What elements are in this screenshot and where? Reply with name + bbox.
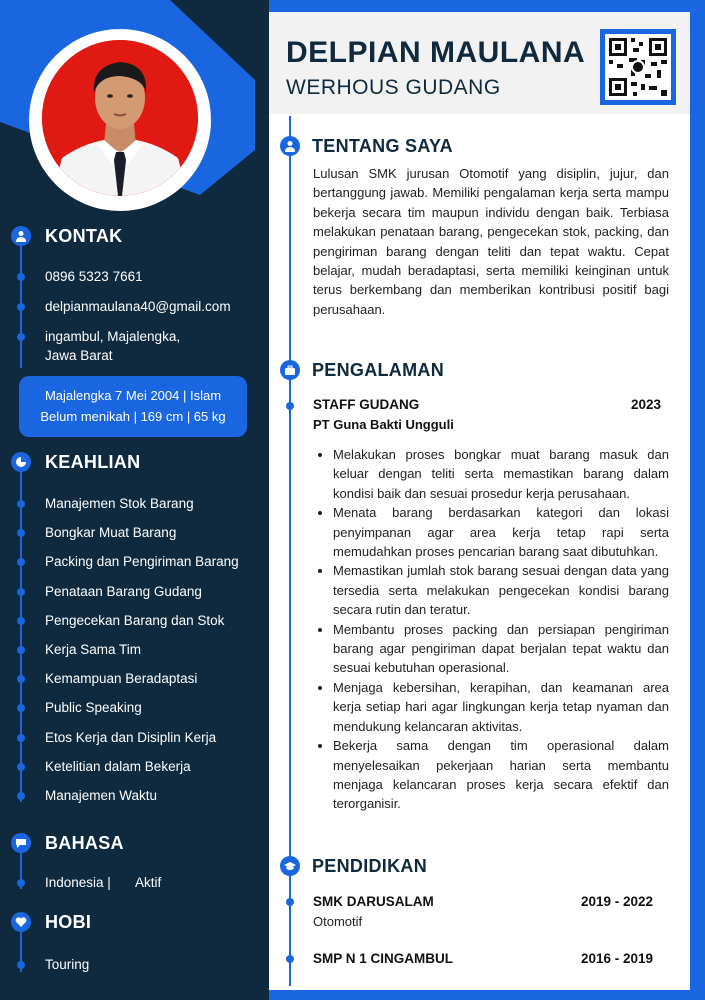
contact-dot — [17, 333, 25, 341]
skill-dot — [17, 500, 25, 508]
contact-address-line1: ingambul, Majalengka, — [45, 329, 181, 344]
experience-year: 2023 — [631, 397, 662, 412]
education-cap-icon — [280, 856, 300, 876]
language-level: Aktif — [135, 875, 162, 890]
duty-item: • Menjaga kebersihan, kerapihan, dan keamanan area kerja setiap hari agar lingkungan kerja tetap nyaman dan mendukung kelancaran aktivitas. — [333, 678, 669, 736]
experience-duties-list — [313, 445, 669, 814]
contact-dot — [17, 273, 25, 281]
skill-item: Pengecekan Barang dan Stok — [45, 612, 225, 628]
about-text: Lulusan SMK jurusan Otomotif yang disiplin, jujur, dan bertanggung jawab. Memiliki pengalaman kerja serta mampu bekerja secara tim maupun individu dengan baik. Terbiasa melakukan penataan barang, pengecekan stok, packing, dan pengiriman barang dengan teliti dan tepat waktu. Cepat belajar, mudah beradaptasi, serta memiliki keinginan untuk terus berkembang dan memberikan kontribusi positif bagi perusahaan. — [313, 166, 669, 317]
skill-item: Etos Kerja dan Disiplin Kerja — [45, 729, 217, 745]
duty-item: • Membantu proses packing dan persiapan pengiriman barang agar pengiriman dapat berjalan tepat waktu dan sesuai kebutuhan operasional. — [333, 620, 669, 678]
skills-title: KEAHLIAN — [45, 452, 141, 472]
education-school: SMK DARUSALAM — [313, 894, 434, 909]
contact-person-icon — [11, 226, 31, 246]
profile-photo — [42, 40, 198, 196]
skills-pie-icon — [11, 452, 31, 472]
experience-position: STAFF GUDANG — [313, 397, 420, 412]
contact-phone[interactable]: 0896 5323 7661 — [45, 269, 143, 284]
language-dot — [17, 879, 25, 887]
language-name: Indonesia | — [45, 875, 111, 890]
skill-item: Kemampuan Beradaptasi — [45, 671, 198, 687]
personal-info-box — [19, 376, 247, 437]
skill-item: Manajemen Stok Barang — [45, 496, 194, 511]
skill-item: Packing dan Pengiriman Barang — [45, 554, 239, 570]
education-title: PENDIDIKAN — [312, 856, 428, 876]
contact-title: KONTAK — [45, 226, 123, 246]
skill-dot — [17, 792, 25, 800]
skill-item: Kerja Sama Tim — [45, 642, 142, 657]
about-person-icon — [280, 136, 300, 156]
skill-dot — [17, 588, 25, 596]
experience-briefcase-icon — [280, 360, 300, 380]
hobby-title: HOBI — [45, 912, 92, 932]
education-school: SMP N 1 CINGAMBUL — [313, 951, 454, 966]
qr-code-icon[interactable] — [600, 29, 676, 105]
skill-item: Public Speaking — [45, 700, 142, 716]
education-dot — [286, 898, 294, 906]
hobby-heart-icon — [11, 912, 31, 932]
duty-item: • Memastikan jumlah stok barang sesuai dengan data yang tersedia serta melakukan pengecekan kondisi barang secara rutin dan teratur. — [333, 561, 669, 619]
contact-dot — [17, 303, 25, 311]
duty-item: • Bekerja sama dengan tim operasional dalam menyelesaikan pekerjaan harian serta membantu menjaga kelancaran proses kerja secara efektif dan terorganisir. — [333, 736, 669, 814]
duty-item: • Melakukan proses bongkar muat barang masuk dan keluar dengan teliti serta memastikan barang dalam kondisi baik dan sesuai prosedur kerja perusahaan. — [333, 445, 669, 503]
contact-address-line2: Jawa Barat — [45, 348, 113, 363]
experience-dot — [286, 402, 294, 410]
skill-item: Penataan Barang Gudang — [45, 583, 202, 599]
skills-line — [20, 472, 22, 802]
duty-item: • Menata barang berdasarkan kategori dan lokasi penyimpanan agar area kerja tetap rapi serta memudahkan proses pencarian barang saat dibutuhkan. — [333, 503, 669, 561]
skill-item: Bongkar Muat Barang — [45, 525, 177, 541]
education-years: 2019 - 2022 — [581, 894, 654, 909]
education-years: 2016 - 2019 — [581, 951, 654, 966]
experience-title: PENGALAMAN — [312, 360, 444, 380]
language-chat-icon — [11, 833, 31, 853]
skill-dot — [17, 763, 25, 771]
hobby-item: Touring — [45, 957, 90, 972]
skill-dot — [17, 617, 25, 625]
full-name: DELPIAN MAULANA — [286, 36, 586, 69]
skill-dot — [17, 646, 25, 654]
personal-info-line2: Belum menikah | 169 cm | 65 kg — [40, 409, 226, 424]
personal-info-line1: Majalengka 7 Mei 2004 | Islam — [44, 388, 222, 403]
experience-company: PT Guna Bakti Ungguli — [313, 417, 454, 432]
job-title: WERHOUS GUDANG — [286, 76, 501, 99]
education-dot — [286, 955, 294, 963]
language-title: BAHASA — [45, 833, 124, 853]
hobby-dot — [17, 961, 25, 969]
skill-dot — [17, 734, 25, 742]
education-major: Otomotif — [313, 914, 363, 929]
skill-item: Manajemen Waktu — [45, 788, 158, 803]
about-title: TENTANG SAYA — [312, 136, 453, 156]
contact-email[interactable]: delpianmaulana40@gmail.com — [45, 299, 231, 314]
skill-item: Ketelitian dalam Bekerja — [45, 758, 191, 774]
